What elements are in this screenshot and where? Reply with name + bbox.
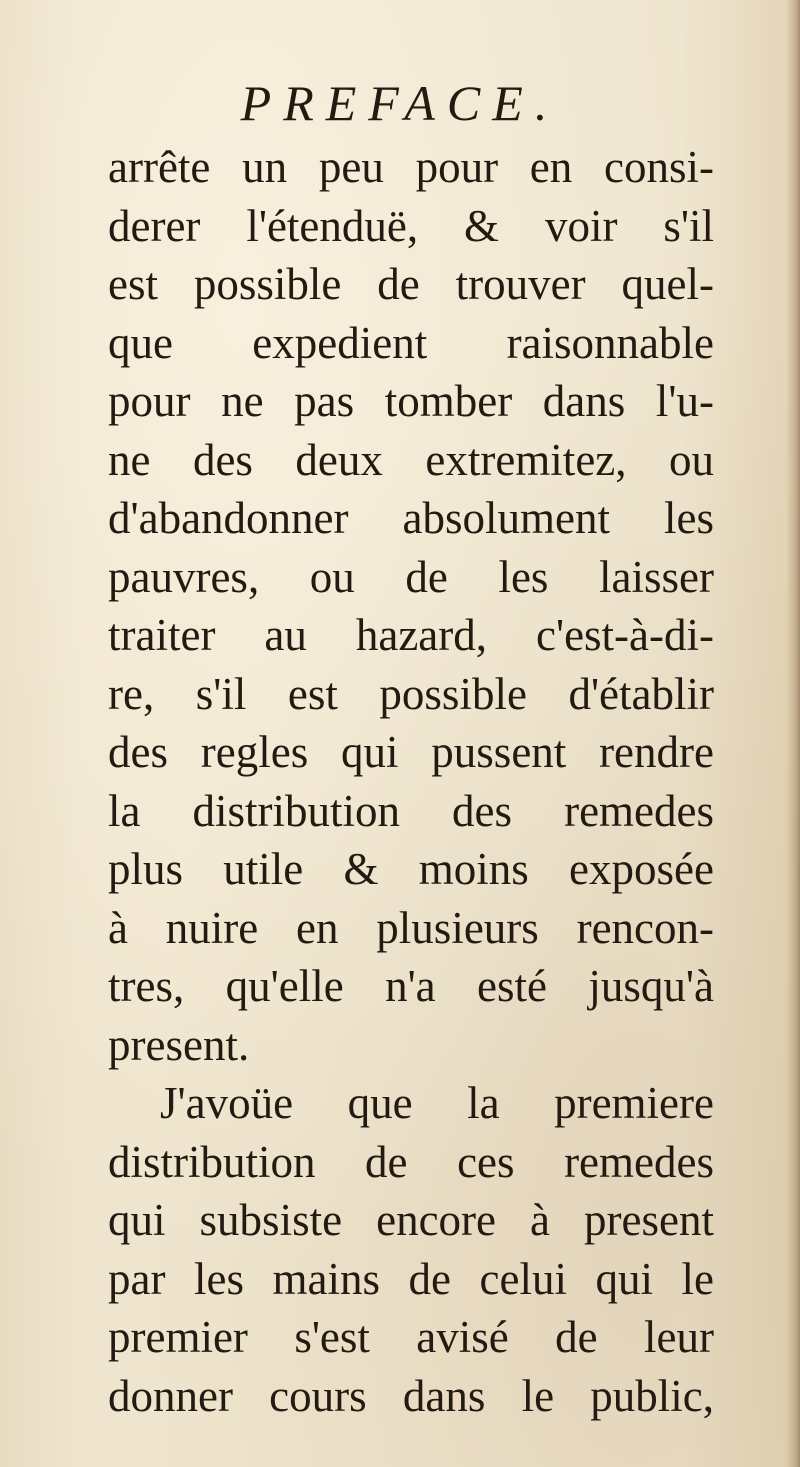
- text-line: la distribution des remedes: [108, 785, 714, 836]
- text-line: pour ne pas tomber dans l'u-: [108, 376, 714, 426]
- text-line: ne des deux extremitez, ou: [108, 434, 714, 485]
- text-line: à nuire en plusieurs rencon-: [108, 902, 714, 953]
- text-line: donner cours dans le public,: [108, 1370, 714, 1421]
- text-line: premier s'est avisé de leur: [108, 1312, 714, 1362]
- text-line: qui subsiste encore à present: [108, 1195, 714, 1245]
- text-line: pauvres, ou de les laisser: [108, 551, 714, 602]
- text-line: traiter au hazard, c'est-à-di-: [108, 610, 714, 660]
- page-edge-shadow: [786, 0, 800, 1467]
- text-line: des regles qui pussent rendre: [108, 727, 714, 777]
- text-line: tres, qu'elle n'a esté jusqu'à: [108, 961, 714, 1011]
- text-line: que expedient raisonnable: [108, 317, 714, 368]
- text-line: d'abandonner absolument les: [108, 493, 714, 543]
- body-text: [108, 138, 714, 1425]
- text-line: distribution de ces remedes: [108, 1136, 714, 1187]
- paragraph-end-line: present.: [108, 1019, 250, 1070]
- text-line: plus utile & moins exposée: [108, 844, 714, 894]
- paragraph-start-line: J'avoüe que la premiere: [160, 1078, 714, 1128]
- text-line: arrête un peu pour en consi-: [108, 142, 714, 192]
- text-line: derer l'étenduë, & voir s'il: [108, 200, 714, 251]
- text-line: re, s'il est possible d'établir: [108, 668, 714, 719]
- text-line: est possible de trouver quel-: [108, 259, 714, 309]
- running-header: PREFACE.: [240, 75, 560, 131]
- text-line: par les mains de celui qui le: [108, 1253, 714, 1304]
